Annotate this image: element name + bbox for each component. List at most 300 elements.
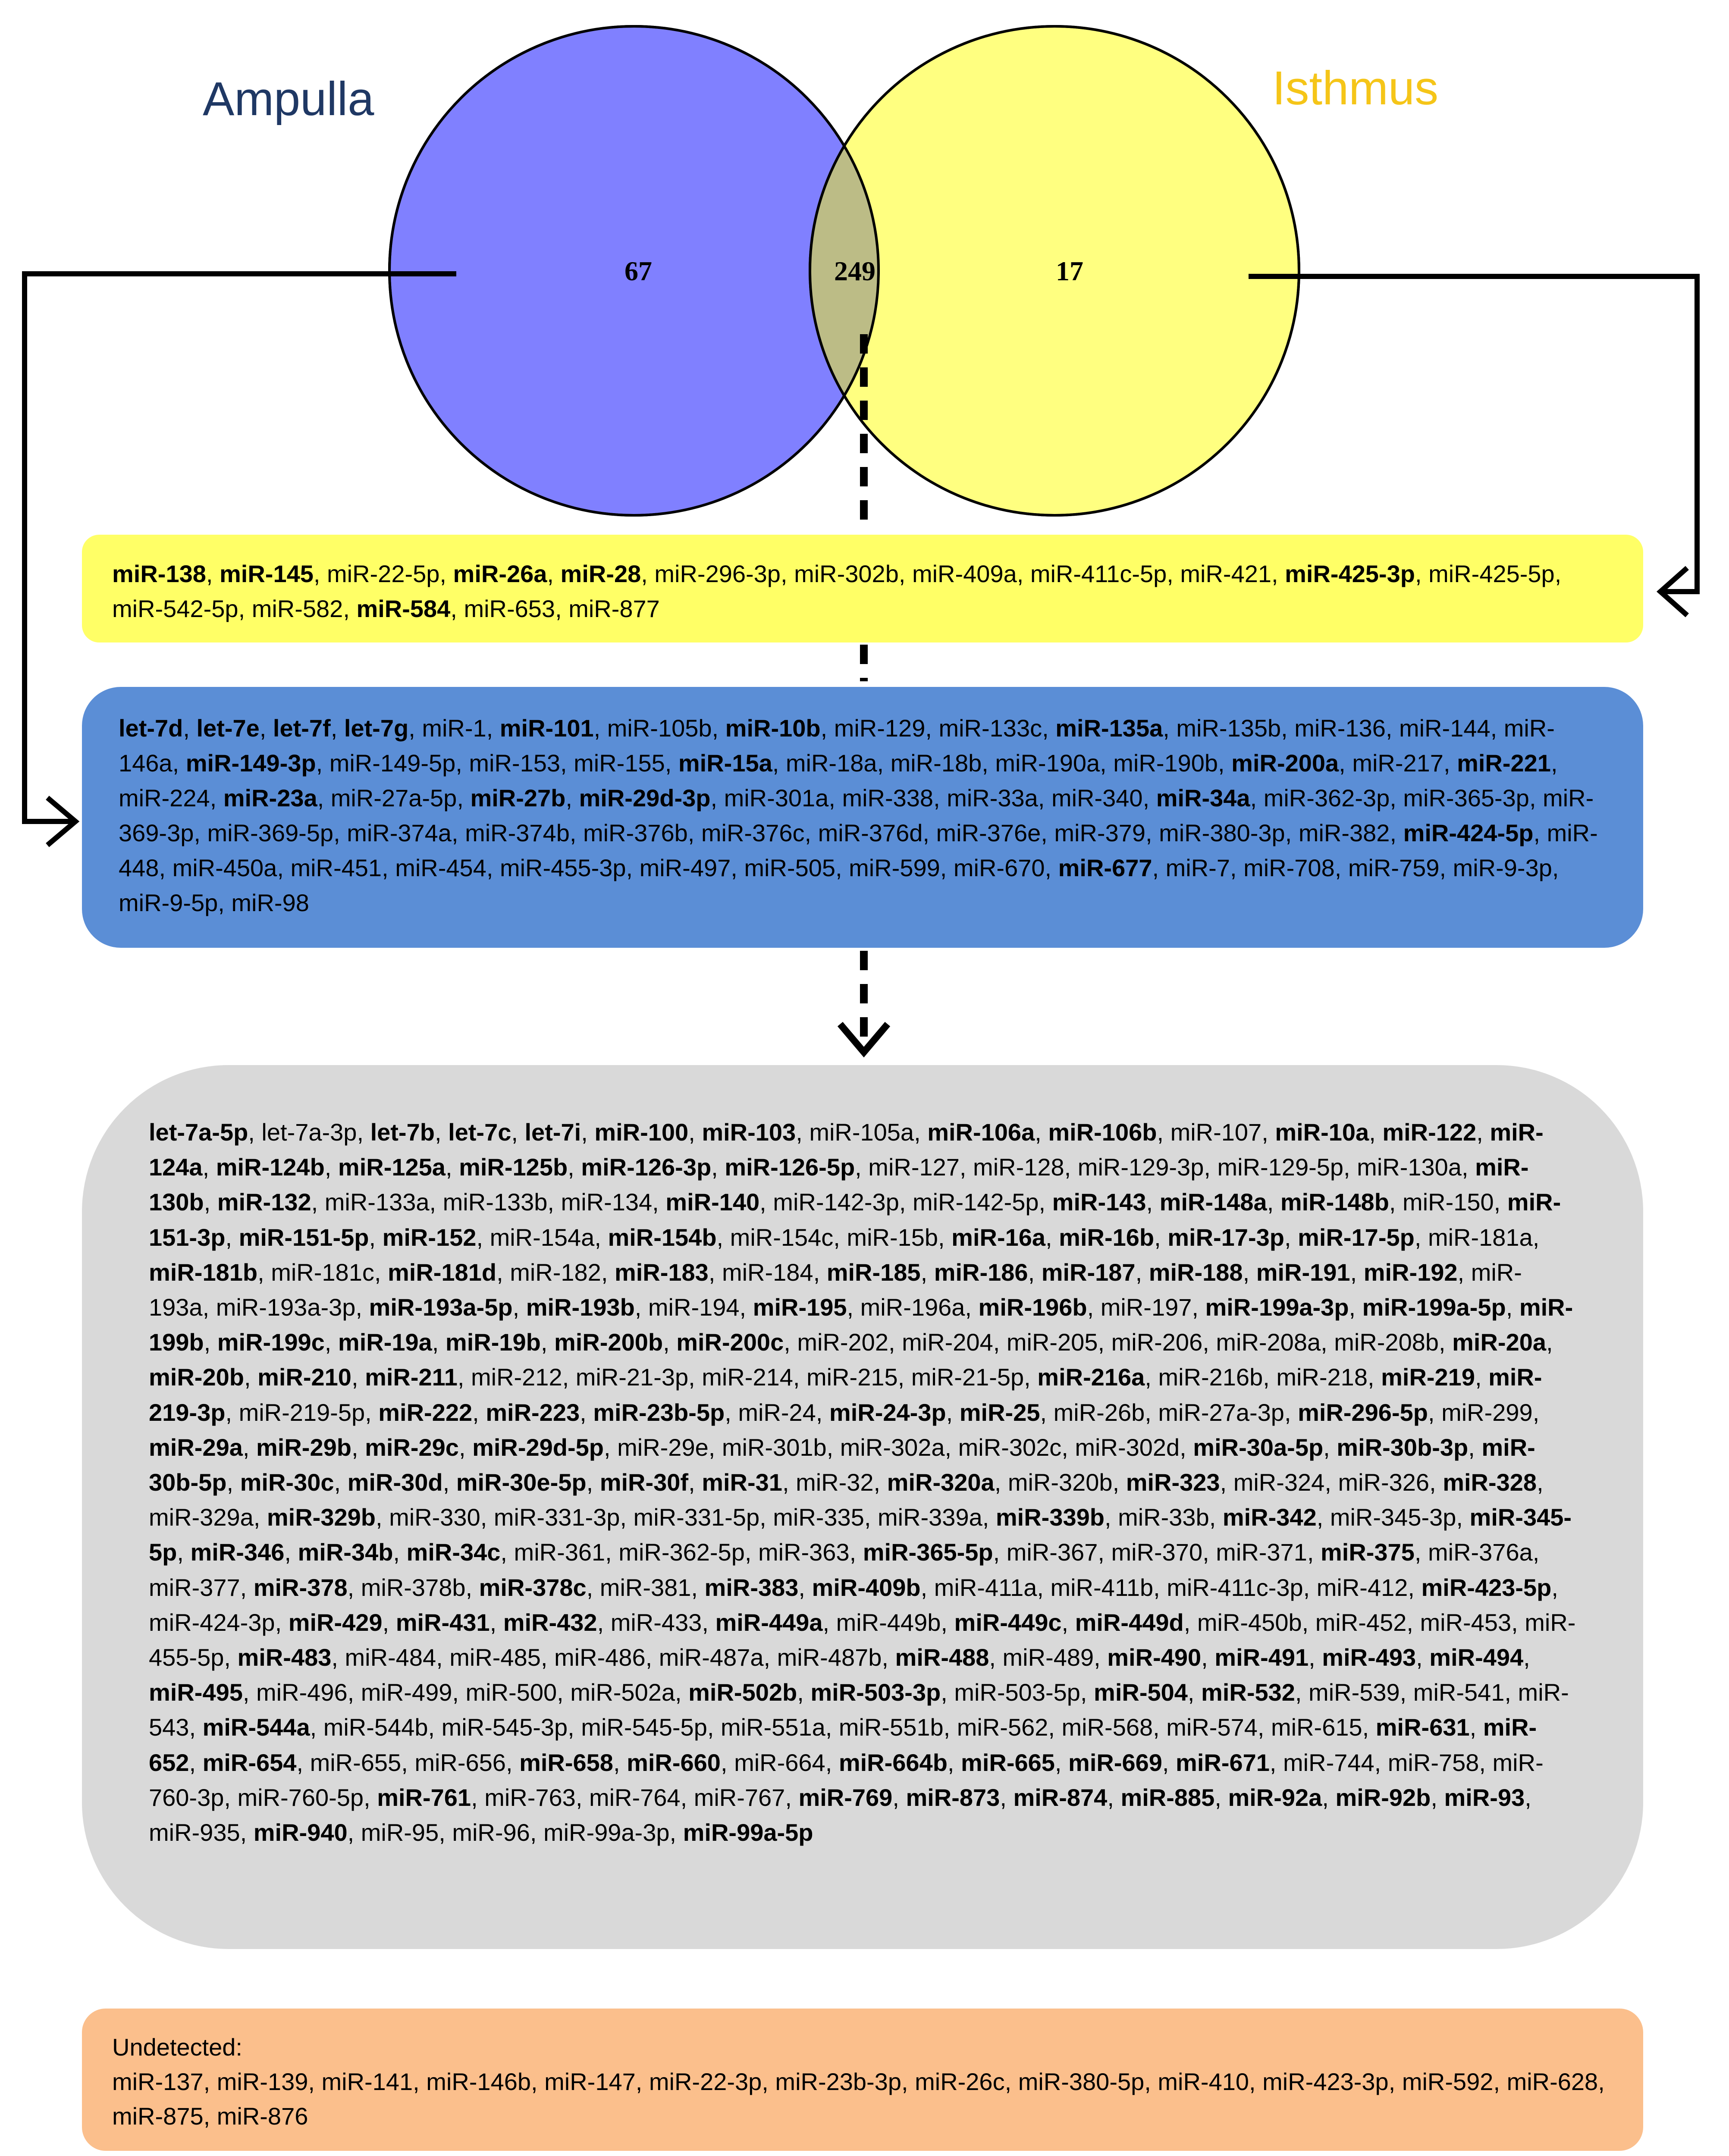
- mirna-item: miR-30d: [347, 1469, 443, 1496]
- mirna-item: miR-744: [1283, 1749, 1374, 1776]
- mirna-item: miR-302c: [958, 1433, 1062, 1461]
- mirna-item: miR-214: [702, 1363, 793, 1391]
- mirna-item: miR-219-3p: [149, 1363, 1542, 1426]
- mirna-item: miR-493: [1322, 1644, 1416, 1671]
- mirna-item: miR-196a: [860, 1294, 965, 1321]
- mirna-item: miR-101: [499, 714, 594, 742]
- mirna-item: miR-32: [796, 1469, 874, 1496]
- mirna-item: miR-24-3p: [829, 1398, 946, 1426]
- mirna-item: miR-376d: [818, 819, 923, 846]
- mirna-item: let-7a-3p: [261, 1119, 357, 1146]
- mirna-item: miR-143: [1052, 1188, 1146, 1216]
- mirna-item: miR-193a-5p: [369, 1294, 513, 1321]
- undetected-item: miR-22-3p: [649, 2068, 762, 2095]
- mirna-item: miR-16a: [951, 1223, 1046, 1251]
- mirna-item: miR-425-5p: [1428, 560, 1555, 587]
- mirna-item: miR-192: [1363, 1258, 1458, 1286]
- mirna-item: miR-371: [1216, 1539, 1307, 1566]
- mirna-item: miR-224: [119, 784, 210, 812]
- mirna-item: miR-381: [599, 1573, 691, 1601]
- mirna-item: miR-379: [1054, 819, 1146, 846]
- mirna-item: miR-542-5p: [112, 595, 238, 622]
- mirna-item: miR-545-3p: [441, 1714, 568, 1741]
- mirna-item: miR-20b: [149, 1363, 244, 1391]
- mirna-item: miR-197: [1100, 1294, 1192, 1321]
- mirna-item: miR-29d-3p: [579, 784, 711, 812]
- mirna-item: miR-106b: [1048, 1119, 1157, 1146]
- mirna-item: miR-873: [906, 1783, 1000, 1811]
- mirna-item: miR-34c: [406, 1539, 501, 1566]
- mirna-item: miR-345-5p: [149, 1504, 1572, 1566]
- mirna-item: miR-124b: [216, 1153, 325, 1181]
- mirna-item: miR-424-3p: [149, 1608, 275, 1636]
- mirna-item: miR-669: [1068, 1749, 1162, 1776]
- mirna-item: miR-378b: [361, 1573, 466, 1601]
- mirna-item: miR-125b: [459, 1153, 568, 1181]
- mirna-item: miR-496: [256, 1679, 348, 1706]
- undetected-item: miR-141: [321, 2068, 413, 2095]
- mirna-item: miR-154b: [608, 1223, 717, 1251]
- mirna-item: miR-449d: [1075, 1608, 1184, 1636]
- mirna-item: miR-759: [1348, 854, 1440, 881]
- mirna-item: miR-98: [231, 889, 309, 916]
- mirna-item: miR-92a: [1228, 1783, 1322, 1811]
- mirna-item: miR-562: [957, 1714, 1048, 1741]
- mirna-item: miR-199a-5p: [1362, 1294, 1506, 1321]
- mirna-item: miR-181c: [271, 1258, 374, 1286]
- mirna-item: miR-24: [738, 1398, 816, 1426]
- mirna-item: miR-320a: [887, 1469, 995, 1496]
- mirna-item: miR-150: [1403, 1188, 1494, 1216]
- mirna-item: miR-432: [503, 1608, 597, 1636]
- mirna-item: miR-92b: [1335, 1783, 1431, 1811]
- mirna-item: miR-296-5p: [1298, 1398, 1428, 1426]
- mirna-item: miR-186: [934, 1258, 1028, 1286]
- mirna-item: miR-487a: [659, 1644, 764, 1671]
- mirna-item: miR-378: [253, 1573, 348, 1601]
- mirna-item: miR-532: [1201, 1679, 1295, 1706]
- mirna-item: miR-376e: [936, 819, 1041, 846]
- mirna-item: miR-149-5p: [329, 749, 456, 777]
- mirna-item: miR-448: [119, 819, 1598, 881]
- mirna-item: miR-149-3p: [185, 749, 316, 777]
- mirna-item: miR-539: [1309, 1679, 1400, 1706]
- mirna-item: miR-183: [614, 1258, 709, 1286]
- mirna-item: miR-9-3p: [1453, 854, 1552, 881]
- ampulla-label: Ampulla: [203, 72, 374, 125]
- mirna-item: miR-455-3p: [499, 854, 626, 881]
- common-mirna-box: let-7a-5p, let-7a-3p, let-7b, let-7c, let-7i, miR-100, miR-103, miR-105a, miR-106a, miR-106b, miR-107, miR-10a, miR-122, miR-124a, miR-124b, miR-125a, miR-125b, miR-126-3p, miR-126-5p, miR-127, miR-128, miR-129-3p, miR-129-5p, miR-130a, miR-130b, miR-132, miR-133a, miR-133b, miR-134, miR-140, miR-142-3p, miR-142-5p, miR-143, miR-148a, miR-148b, miR-150, miR-151-3p, miR-151-5p, miR-152, miR-154a, miR-154b, miR-154c, miR-15b, miR-16a, miR-16b, miR-17-3p, miR-17-5p, miR-181a, miR-181b, miR-181c, miR-181d, miR-182, miR-183, miR-184, miR-185, miR-186, miR-187, miR-188, miR-191, miR-192, miR-193a, miR-193a-3p, miR-193a-5p, miR-193b, miR-194, miR-195, miR-196a, miR-196b, miR-197, miR-199a-3p, miR-199a-5p, miR-199b, miR-199c, miR-19a, miR-19b, miR-200b, miR-200c, miR-202, miR-204, miR-205, miR-206, miR-208a, miR-208b, miR-20a, miR-20b, miR-210, miR-211, miR-212, miR-21-3p, miR-214, miR-215, miR-21-5p, miR-216a, miR-216b, miR-218, miR-219, miR-219-3p, miR-219-5p, miR-222, miR-223, miR-23b-5p, miR-24, miR-24-3p, miR-25, miR-26b, miR-27a-3p, miR-296-5p, miR-299, miR-29a, miR-29b, miR-29c, miR-29d-5p, miR-29e, miR-301b, miR-302a, miR-302c, miR-302d, miR-30a-5p, miR-30b-3p, miR-30b-5p, miR-30c, miR-30d, miR-30e-5p, miR-30f, miR-31, miR-32, miR-320a, miR-320b, miR-323, miR-324, miR-326, miR-328, miR-329a, miR-329b, miR-330, miR-331-3p, miR-331-5p, miR-335, miR-339a, miR-339b, miR-33b, miR-342, miR-345-3p, miR-345-5p, miR-346, miR-34b, miR-34c, miR-361, miR-362-5p, miR-363, miR-365-5p, miR-367, miR-370, miR-371, miR-375, miR-376a, miR-377, miR-378, miR-378b, miR-378c, miR-381, miR-383, miR-409b, miR-411a, miR-411b, miR-411c-3p, miR-412, miR-423-5p, miR-424-3p, miR-429, miR-431, miR-432, miR-433, miR-449a, miR-449b, miR-449c, miR-449d, miR-450b, miR-452, miR-453, miR-455-5p, miR-483, miR-484, miR-485, miR-486, miR-487a, miR-487b, miR-488, miR-489, miR-490, miR-491, miR-493, miR-494, miR-495, miR-496, miR-499, miR-500, miR-502a, miR-502b, miR-503-3p, miR-503-5p, miR-504, miR-532, miR-539, miR-541, miR-543, miR-544a, miR-544b, miR-545-3p, miR-545-5p, miR-551a, miR-551b, miR-562, miR-568, miR-574, miR-615, miR-631, miR-652, miR-654, miR-655, miR-656, miR-658, miR-660, miR-664, miR-664b, miR-665, miR-669, miR-671, miR-744, miR-758, miR-760-3p, miR-760-5p, miR-761, miR-763, miR-764, miR-767, miR-769, miR-873, miR-874, miR-885, miR-92a, miR-92b, miR-93, miR-935, miR-940, miR-95, miR-96, miR-99a-3p, miR-99a-5p: [82, 1065, 1643, 1949]
- mirna-item: miR-200c: [676, 1329, 784, 1356]
- mirna-item: miR-21-3p: [575, 1363, 689, 1391]
- undetected-item: miR-592: [1402, 2068, 1494, 2095]
- mirna-item: miR-27a-5p: [330, 784, 457, 812]
- mirna-item: miR-138: [112, 560, 206, 587]
- mirna-item: miR-193b: [526, 1294, 635, 1321]
- mirna-item: miR-126-3p: [581, 1153, 712, 1181]
- isthmus-only-box: miR-138, miR-145, miR-22-5p, miR-26a, miR-28, miR-296-3p, miR-302b, miR-409a, miR-411c-5p, miR-421, miR-425-3p, miR-425-5p, miR-542-5p, miR-582, miR-584, miR-653, miR-877: [82, 535, 1643, 642]
- mirna-item: miR-206: [1111, 1329, 1203, 1356]
- mirna-item: miR-767: [693, 1783, 785, 1811]
- mirna-item: miR-340: [1051, 784, 1143, 812]
- mirna-item: miR-652: [149, 1714, 1537, 1776]
- mirna-item: miR-764: [589, 1783, 681, 1811]
- undetected-item: miR-410: [1158, 2068, 1249, 2095]
- mirna-item: miR-346: [190, 1539, 285, 1566]
- mirna-item: miR-134: [561, 1188, 653, 1216]
- mirna-item: miR-211: [365, 1363, 458, 1391]
- mirna-item: miR-146a: [119, 714, 1555, 777]
- mirna-item: miR-153: [469, 749, 561, 777]
- mirna-item: miR-763: [484, 1783, 576, 1811]
- mirna-item: miR-25: [959, 1398, 1040, 1426]
- mirna-item: miR-29c: [365, 1433, 459, 1461]
- mirna-item: miR-17-3p: [1167, 1223, 1284, 1251]
- mirna-item: miR-505: [744, 854, 836, 881]
- mirna-item: miR-935: [149, 1819, 240, 1846]
- mirna-item: miR-148b: [1280, 1188, 1389, 1216]
- mirna-item: miR-29e: [617, 1433, 709, 1461]
- mirna-item: miR-544a: [202, 1714, 310, 1741]
- mirna-item: miR-485: [449, 1644, 541, 1671]
- mirna-item: miR-376a: [1428, 1539, 1533, 1566]
- mirna-item: miR-122: [1382, 1119, 1477, 1146]
- mirna-item: miR-369-5p: [207, 819, 334, 846]
- mirna-item: miR-494: [1429, 1644, 1524, 1671]
- mirna-item: miR-27b: [470, 784, 566, 812]
- mirna-item: miR-193a-3p: [216, 1294, 356, 1321]
- mirna-item: miR-500: [465, 1679, 557, 1706]
- mirna-item: miR-544b: [323, 1714, 428, 1741]
- mirna-item: miR-329a: [149, 1504, 254, 1531]
- mirna-item: miR-483: [237, 1644, 332, 1671]
- mirna-item: miR-342: [1222, 1504, 1317, 1531]
- isthmus-label: Isthmus: [1272, 62, 1439, 115]
- mirna-item: miR-219-5p: [238, 1398, 365, 1426]
- mirna-item: miR-21-5p: [911, 1363, 1024, 1391]
- mirna-item: miR-599: [849, 854, 940, 881]
- mirna-item: miR-326: [1338, 1469, 1430, 1496]
- undetected-box: [82, 2009, 1643, 2151]
- mirna-item: miR-34a: [1156, 784, 1250, 812]
- mirna-item: miR-202: [797, 1329, 888, 1356]
- mirna-item: miR-375: [1320, 1539, 1415, 1566]
- mirna-item: miR-664: [734, 1749, 825, 1776]
- mirna-item: miR-190a: [995, 749, 1100, 777]
- mirna-item: miR-497: [639, 854, 731, 881]
- undetected-item: miR-146b: [426, 2068, 531, 2095]
- mirna-item: miR-135a: [1055, 714, 1163, 742]
- mirna-item: miR-383: [704, 1573, 799, 1601]
- mirna-item: miR-188: [1148, 1258, 1243, 1286]
- mirna-item: miR-665: [961, 1749, 1055, 1776]
- mirna-item: miR-424-5p: [1403, 819, 1534, 846]
- mirna-item: miR-940: [253, 1819, 348, 1846]
- mirna-item: let-7g: [344, 714, 409, 742]
- isthmus-circle: [810, 26, 1299, 515]
- mirna-item: miR-30b-5p: [149, 1433, 1535, 1496]
- mirna-item: miR-574: [1166, 1714, 1258, 1741]
- mirna-item: miR-23a: [223, 784, 317, 812]
- mirna-item: miR-423-5p: [1421, 1573, 1552, 1601]
- mirna-item: miR-450b: [1197, 1608, 1302, 1636]
- mirna-item: miR-126-5p: [725, 1153, 855, 1181]
- mirna-item: miR-449b: [836, 1608, 941, 1636]
- mirna-item: miR-199b: [149, 1294, 1573, 1356]
- mirna-item: miR-877: [568, 595, 660, 622]
- mirna-item: miR-93: [1444, 1783, 1525, 1811]
- mirna-item: let-7b: [370, 1119, 435, 1146]
- mirna-item: miR-19b: [445, 1329, 541, 1356]
- mirna-item: miR-125a: [338, 1153, 446, 1181]
- mirna-item: miR-145: [220, 560, 314, 587]
- mirna-item: miR-324: [1233, 1469, 1325, 1496]
- undetected-item: miR-137: [112, 2068, 204, 2095]
- mirna-item: miR-452: [1315, 1608, 1407, 1636]
- mirna-item: miR-455-5p: [149, 1608, 1576, 1671]
- mirna-item: miR-331-5p: [633, 1504, 760, 1531]
- mirna-item: miR-503-3p: [810, 1679, 941, 1706]
- mirna-item: miR-148a: [1159, 1188, 1267, 1216]
- mirna-item: miR-425-3p: [1285, 560, 1415, 587]
- mirna-item: miR-551b: [838, 1714, 944, 1741]
- mirna-item: miR-142-5p: [912, 1188, 1039, 1216]
- undetected-item: miR-380-5p: [1018, 2068, 1145, 2095]
- mirna-item: miR-380-3p: [1159, 819, 1285, 846]
- mirna-item: miR-374a: [347, 819, 452, 846]
- mirna-item: miR-136: [1294, 714, 1386, 742]
- mirna-item: miR-9-5p: [119, 889, 218, 916]
- mirna-item: miR-411b: [1050, 1573, 1154, 1601]
- mirna-item: miR-208b: [1334, 1329, 1439, 1356]
- mirna-item: miR-212: [471, 1363, 562, 1391]
- mirna-item: miR-216b: [1158, 1363, 1263, 1391]
- mirna-item: miR-369-3p: [119, 784, 1594, 846]
- mirna-item: miR-181d: [387, 1258, 497, 1286]
- mirna-item: miR-151-5p: [238, 1223, 369, 1251]
- mirna-item: miR-330: [389, 1504, 480, 1531]
- undetected-item: miR-139: [217, 2068, 308, 2095]
- mirna-item: miR-26a: [453, 560, 547, 587]
- mirna-item: miR-338: [842, 784, 934, 812]
- mirna-item: miR-96: [452, 1819, 530, 1846]
- mirna-item: miR-362-3p: [1263, 784, 1390, 812]
- mirna-item: miR-205: [1006, 1329, 1098, 1356]
- mirna-item: miR-653: [464, 595, 555, 622]
- mirna-item: miR-365-3p: [1403, 784, 1529, 812]
- mirna-item: miR-151-3p: [149, 1188, 1561, 1251]
- mirna-item: miR-18a: [785, 749, 877, 777]
- mirna-item: miR-301b: [722, 1433, 827, 1461]
- mirna-item: miR-631: [1375, 1714, 1470, 1741]
- undetected-item: miR-23b-3p: [775, 2068, 901, 2095]
- mirna-item: miR-761: [377, 1783, 471, 1811]
- mirna-item: miR-450a: [172, 854, 277, 881]
- mirna-item: miR-1: [422, 714, 486, 742]
- mirna-item: miR-361: [514, 1539, 606, 1566]
- mirna-item: miR-99a-5p: [683, 1819, 813, 1846]
- undetected-list: miR-137, miR-139, miR-141, miR-146b, miR-147, miR-22-3p, miR-23b-3p, miR-26c, miR-380-5p, miR-410, miR-423-3p, miR-592, miR-628, miR-875, miR-876: [112, 2068, 1605, 2130]
- mirna-item: miR-409b: [812, 1573, 921, 1601]
- undetected-item: miR-26c: [915, 2068, 1005, 2095]
- mirna-item: miR-187: [1041, 1258, 1136, 1286]
- mirna-item: miR-132: [217, 1188, 311, 1216]
- mirna-item: miR-328: [1443, 1469, 1537, 1496]
- mirna-item: miR-431: [395, 1608, 490, 1636]
- mirna-item: miR-191: [1256, 1258, 1350, 1286]
- mirna-item: miR-655: [310, 1749, 402, 1776]
- mirna-item: miR-107: [1170, 1119, 1262, 1146]
- mirna-item: miR-302b: [794, 560, 899, 587]
- mirna-item: miR-15b: [847, 1223, 938, 1251]
- mirna-item: miR-200b: [554, 1329, 663, 1356]
- mirna-item: let-7c: [448, 1119, 511, 1146]
- mirna-item: miR-124a: [149, 1119, 1544, 1181]
- mirna-item: miR-95: [361, 1819, 439, 1846]
- mirna-item: miR-677: [1058, 854, 1152, 881]
- mirna-item: miR-26b: [1053, 1398, 1145, 1426]
- mirna-item: miR-708: [1243, 854, 1335, 881]
- mirna-item: miR-411a: [934, 1573, 1037, 1601]
- mirna-item: miR-199c: [217, 1329, 325, 1356]
- mirna-item: miR-99a-3p: [543, 1819, 670, 1846]
- mirna-item: miR-490: [1107, 1644, 1202, 1671]
- mirna-item: miR-20a: [1452, 1329, 1547, 1356]
- mirna-item: miR-199a-3p: [1205, 1294, 1349, 1321]
- mirna-item: miR-181b: [149, 1258, 258, 1286]
- mirna-item: miR-204: [902, 1329, 993, 1356]
- mirna-item: miR-106a: [927, 1119, 1035, 1146]
- mirna-item: miR-335: [773, 1504, 864, 1531]
- mirna-item: miR-219: [1381, 1363, 1475, 1391]
- mirna-item: miR-656: [414, 1749, 506, 1776]
- mirna-item: miR-196b: [978, 1294, 1087, 1321]
- mirna-item: miR-760-3p: [149, 1749, 1544, 1811]
- mirna-item: miR-10b: [725, 714, 821, 742]
- mirna-item: miR-7: [1165, 854, 1230, 881]
- mirna-item: miR-670: [953, 854, 1045, 881]
- mirna-item: miR-29d-5p: [472, 1433, 604, 1461]
- mirna-item: miR-615: [1271, 1714, 1362, 1741]
- mirna-item: miR-193a: [149, 1258, 1522, 1321]
- mirna-item: miR-302a: [840, 1433, 945, 1461]
- mirna-item: miR-660: [627, 1749, 721, 1776]
- mirna-item: miR-502b: [688, 1679, 797, 1706]
- overlap-count: 249: [834, 256, 875, 286]
- mirna-item: miR-133b: [442, 1188, 548, 1216]
- mirna-item: miR-320b: [1007, 1469, 1113, 1496]
- mirna-item: miR-29b: [256, 1433, 351, 1461]
- mirna-item: miR-154c: [730, 1223, 834, 1251]
- mirna-item: miR-671: [1176, 1749, 1270, 1776]
- mirna-item: miR-499: [361, 1679, 452, 1706]
- mirna-item: miR-491: [1214, 1644, 1309, 1671]
- mirna-item: miR-378c: [479, 1573, 587, 1601]
- mirna-item: miR-370: [1111, 1539, 1203, 1566]
- mirna-item: miR-582: [251, 595, 343, 622]
- mirna-item: miR-218: [1276, 1363, 1368, 1391]
- mirna-item: let-7f: [273, 714, 331, 742]
- mirna-item: miR-323: [1126, 1469, 1220, 1496]
- mirna-item: miR-367: [1006, 1539, 1098, 1566]
- mirna-item: miR-296-3p: [654, 560, 781, 587]
- mirna-item: miR-129: [834, 714, 926, 742]
- mirna-item: miR-215: [806, 1363, 898, 1391]
- mirna-item: miR-502a: [570, 1679, 675, 1706]
- mirna-item: let-7d: [119, 714, 183, 742]
- mirna-item: miR-144: [1399, 714, 1491, 742]
- mirna-item: miR-30b-3p: [1337, 1433, 1469, 1461]
- undetected-item: miR-628: [1506, 2068, 1598, 2095]
- mirna-item: miR-30e-5p: [456, 1469, 587, 1496]
- mirna-item: miR-760-5p: [237, 1783, 364, 1811]
- mirna-item: miR-488: [895, 1644, 989, 1671]
- mirna-item: miR-130a: [1357, 1153, 1462, 1181]
- mirna-item: miR-194: [648, 1294, 740, 1321]
- mirna-item: miR-17-5p: [1298, 1223, 1415, 1251]
- mirna-item: miR-105b: [607, 714, 712, 742]
- mirna-item: miR-454: [395, 854, 486, 881]
- mirna-item: miR-411c-3p: [1167, 1573, 1303, 1601]
- mirna-item: miR-127: [868, 1153, 960, 1181]
- mirna-item: miR-27a-3p: [1158, 1398, 1284, 1426]
- mirna-item: miR-374b: [465, 819, 570, 846]
- mirna-item: miR-339b: [995, 1504, 1105, 1531]
- mirna-item: miR-449c: [954, 1608, 1062, 1636]
- mirna-item: miR-184: [722, 1258, 813, 1286]
- mirna-item: miR-210: [257, 1363, 351, 1391]
- mirna-item: miR-129-3p: [1077, 1153, 1204, 1181]
- mirna-item: miR-185: [826, 1258, 921, 1286]
- mirna-item: miR-133a: [324, 1188, 430, 1216]
- mirna-item: miR-885: [1120, 1783, 1215, 1811]
- mirna-item: miR-486: [554, 1644, 646, 1671]
- undetected-title: Undetected:: [112, 2034, 242, 2061]
- mirna-item: miR-541: [1413, 1679, 1505, 1706]
- mirna-item: miR-376c: [701, 819, 805, 846]
- mirna-item: miR-195: [753, 1294, 847, 1321]
- mirna-item: miR-19a: [338, 1329, 432, 1356]
- right-only-count: 17: [1056, 256, 1083, 286]
- mirna-item: miR-103: [702, 1119, 796, 1146]
- mirna-item: miR-449a: [715, 1608, 823, 1636]
- mirna-item: miR-769: [798, 1783, 893, 1811]
- mirna-item: miR-15a: [678, 749, 772, 777]
- mirna-item: miR-135b: [1176, 714, 1281, 742]
- mirna-item: miR-100: [594, 1119, 689, 1146]
- mirna-item: miR-130b: [149, 1153, 1529, 1216]
- mirna-item: miR-302d: [1075, 1433, 1180, 1461]
- undetected-item: miR-147: [544, 2068, 636, 2095]
- mirna-item: miR-376b: [583, 819, 688, 846]
- mirna-item: miR-489: [1002, 1644, 1094, 1671]
- mirna-item: let-7i: [524, 1119, 581, 1146]
- mirna-item: miR-345-3p: [1330, 1504, 1456, 1531]
- mirna-item: miR-105a: [809, 1119, 914, 1146]
- left-only-count: 67: [624, 256, 652, 286]
- mirna-item: miR-200a: [1231, 749, 1339, 777]
- mirna-item: miR-217: [1352, 749, 1443, 777]
- mirna-item: miR-154a: [490, 1223, 595, 1251]
- mirna-item: miR-339a: [877, 1504, 982, 1531]
- mirna-item: miR-451: [290, 854, 382, 881]
- mirna-item: miR-129-5p: [1217, 1153, 1344, 1181]
- mirna-item: miR-453: [1420, 1608, 1512, 1636]
- mirna-item: miR-484: [345, 1644, 436, 1671]
- mirna-item: miR-10a: [1275, 1119, 1369, 1146]
- ampulla-only-box: let-7d, let-7e, let-7f, let-7g, miR-1, miR-101, miR-105b, miR-10b, miR-129, miR-133c, miR-135a, miR-135b, miR-136, miR-144, miR-146a, miR-149-3p, miR-149-5p, miR-153, miR-155, miR-15a, miR-18a, miR-18b, miR-190a, miR-190b, miR-200a, miR-217, miR-221, miR-224, miR-23a, miR-27a-5p, miR-27b, miR-29d-3p, miR-301a, miR-338, miR-33a, miR-340, miR-34a, miR-362-3p, miR-365-3p, miR-369-3p, miR-369-5p, miR-374a, miR-374b, miR-376b, miR-376c, miR-376d, miR-376e, miR-379, miR-380-3p, miR-382, miR-424-5p, miR-448, miR-450a, miR-451, miR-454, miR-455-3p, miR-497, miR-505, miR-599, miR-670, miR-677, miR-7, miR-708, miR-759, miR-9-3p, miR-9-5p, miR-98: [82, 687, 1643, 948]
- mirna-item: miR-365-5p: [863, 1539, 993, 1566]
